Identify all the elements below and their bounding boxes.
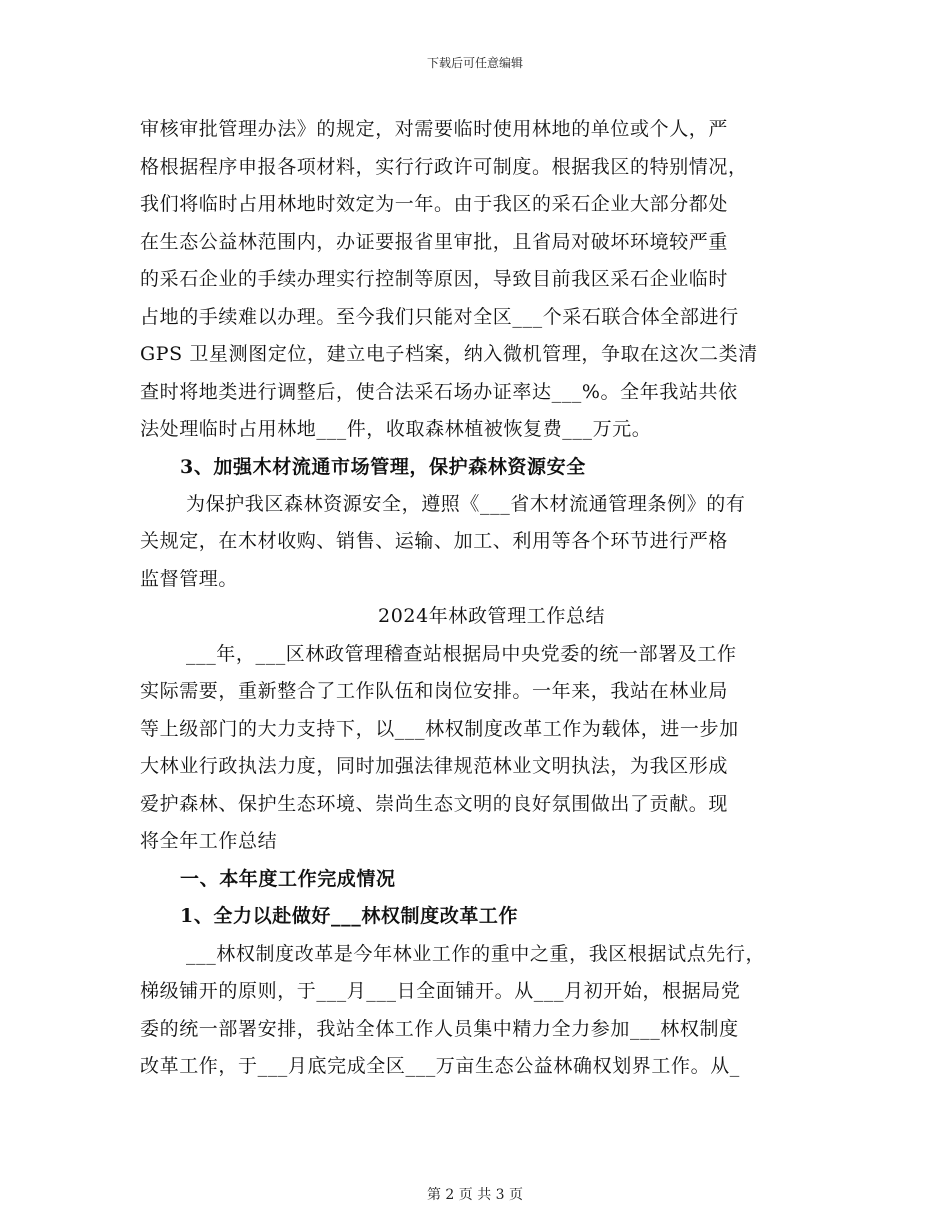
body-line: 占地的手续难以办理。至今我们只能对全区___个采石联合体全部进行 [140, 306, 739, 328]
body-line: 大林业行政执法力度，同时加强法律规范林业文明执法，为我区形成 [140, 755, 729, 777]
body-line: 查时将地类进行调整后，使合法采石场办证率达___%。全年我站共依 [140, 381, 738, 403]
body-line: ___年，___区林政管理稽查站根据局中央党委的统一部署及工作 [186, 643, 737, 665]
section-heading: 3、加强木材流通市场管理，保护森林资源安全 [180, 456, 586, 478]
body-line: 在生态公益林范围内，办证要报省里审批，且省局对破坏环境较严重 [140, 231, 729, 253]
body-line: 改革工作，于___月底完成全区___万亩生态公益林确权划界工作。从_ [140, 1055, 740, 1077]
body-line: 实际需要，重新整合了工作队伍和岗位安排。一年来，我站在林业局 [140, 680, 729, 702]
body-line: 监督管理。 [140, 568, 239, 590]
page-footer: 第 2 页 共 3 页 [426, 1187, 524, 1203]
body-line: 审核审批管理办法》的规定，对需要临时使用林地的单位或个人，严 [140, 118, 729, 140]
body-line: 格根据程序申报各项材料，实行行政许可制度。根据我区的特别情况， [140, 156, 748, 178]
body-line: 将全年工作总结 [140, 830, 278, 852]
body-line: 梯级铺开的原则，于___月___日全面铺开。从___月初开始，根据局党 [140, 980, 741, 1002]
body-line: 的采石企业的手续办理实行控制等原因，导致目前我区采石企业临时 [140, 268, 729, 290]
section-heading: 1、全力以赴做好___林权制度改革工作 [180, 905, 519, 927]
body-line: 我们将临时占用林地时效定为一年。由于我区的采石企业大部分都处 [140, 193, 729, 215]
page-header: 下载后可任意编辑 [426, 56, 523, 70]
body-line: 关规定，在木材收购、销售、运输、加工、利用等各个环节进行严格 [140, 530, 729, 552]
document-title: 2024年林政管理工作总结 [378, 605, 606, 627]
body-line: 等上级部门的大力支持下，以___林权制度改革工作为载体，进一步加 [140, 718, 739, 740]
body-line: 委的统一部署安排，我站全体工作人员集中精力全力参加___林权制度 [140, 1018, 739, 1040]
body-line: ___林权制度改革是今年林业工作的重中之重，我区根据试点先行， [186, 943, 766, 965]
body-line: 爱护森林、保护生态环境、崇尚生态文明的良好氛围做出了贡献。现 [140, 793, 729, 815]
body-line: GPS 卫星测图定位，建立电子档案，纳入微机管理，争取在这次二类清 [140, 343, 758, 365]
body-line: 为保护我区森林资源安全，遵照《___省木材流通管理条例》的有 [186, 493, 746, 515]
section-heading: 一、本年度工作完成情况 [180, 868, 396, 890]
body-line: 法处理临时占用林地___件，收取森林植被恢复费___万元。 [140, 418, 652, 440]
